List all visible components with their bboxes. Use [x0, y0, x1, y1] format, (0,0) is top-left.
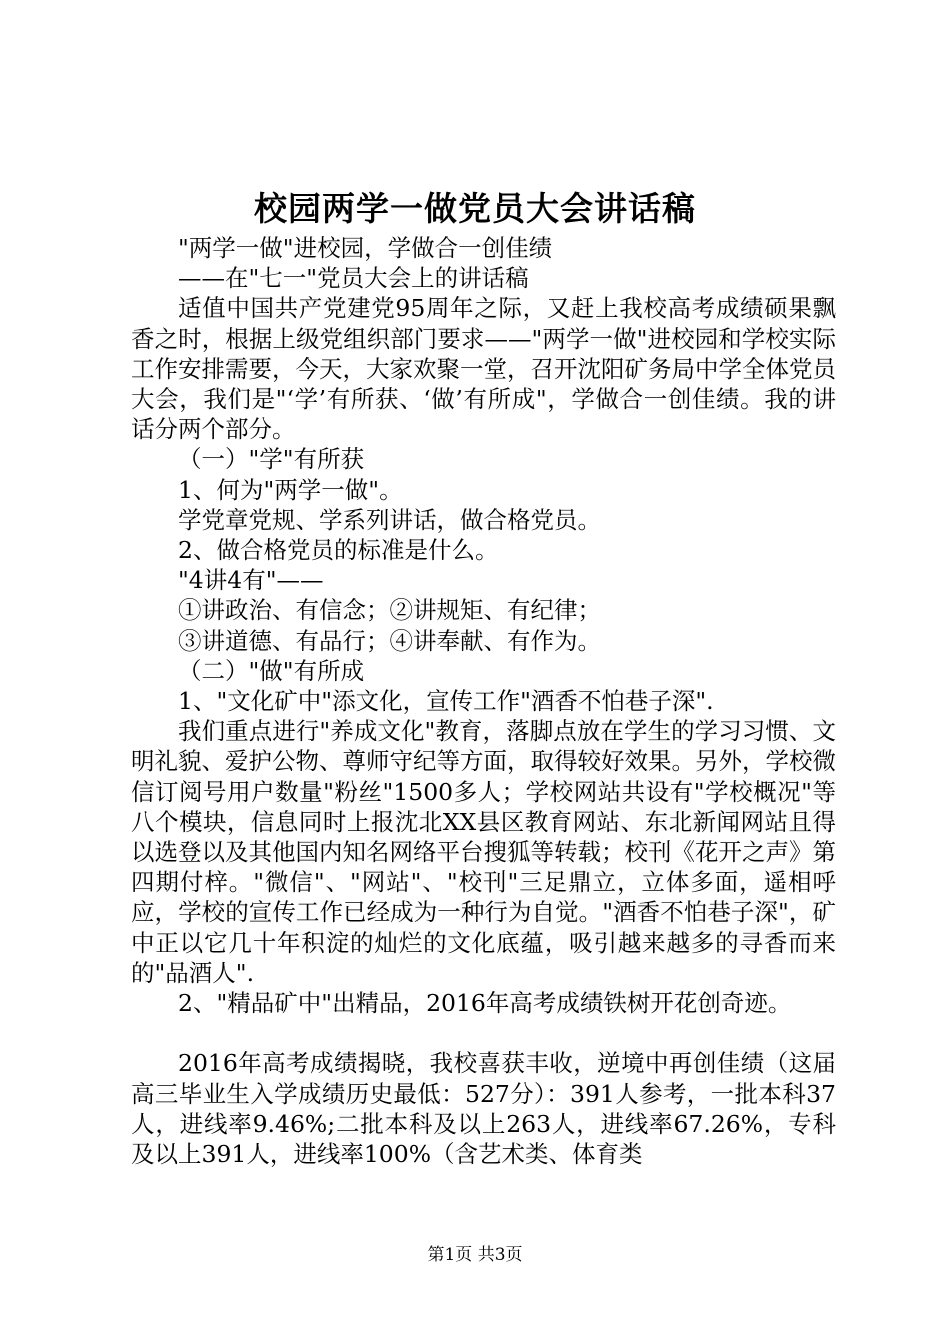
list-line: ③讲道德、有品行；④讲奉献、有作为。: [178, 626, 601, 655]
subtitle-occasion: ——在"七一"党员大会上的讲话稿: [178, 264, 529, 293]
list-line: ①讲政治、有信念；②讲规矩、有纪律；: [178, 596, 601, 625]
blank-line: [131, 1018, 836, 1048]
paragraph: 学党章党规、学系列讲话，做合格党员。: [178, 505, 601, 534]
document-title: 校园两学一做党员大会讲话稿: [254, 189, 696, 228]
item-heading: 1、何为"两学一做"。: [178, 475, 403, 504]
document-body: [131, 233, 836, 1169]
item-heading: 2、做合格党员的标准是什么。: [178, 536, 499, 565]
section-heading-2: （二）"做"有所成: [178, 656, 365, 685]
item-heading: 1、"文化矿中"添文化，宣传工作"酒香不怕巷子深".: [178, 687, 714, 716]
section-heading-1: （一）"学"有所获: [178, 445, 365, 474]
page-footer: 第1页 共3页: [427, 1245, 523, 1265]
exam-results-paragraph: 2016年高考成绩揭晓，我校喜获丰收，逆境中再创佳绩（这届高三毕业生入学成绩历史最低：527分）：391人参考，一批本科37人，进线率9.46%;二批本科及以上263人，进线率67.26%，专科及以上391人，进线率100%（含艺术类、体育类: [131, 1049, 836, 1169]
item-heading: 2、"精品矿中"出精品，2016年高考成绩铁树开花创奇迹。: [178, 989, 792, 1018]
intro-paragraph: 适值中国共产党建党95周年之际，又赶上我校高考成绩硕果飘香之时，根据上级党组织部门要求——"两学一做"进校园和学校实际工作安排需要，今天，大家欢聚一堂，召开沈阳矿务局中学全体党员大会，我们是"‘学’有所获、‘做’有所成"，学做合一创佳绩。我的讲话分两个部分。: [131, 294, 836, 444]
paragraph: "4讲4有"——: [178, 566, 324, 595]
subtitle-line: "两学一做"进校园，学做合一创佳绩: [178, 234, 553, 262]
culture-paragraph: 我们重点进行"养成文化"教育，落脚点放在学生的学习习惯、文明礼貌、爱护公物、尊师守纪等方面，取得较好效果。另外，学校微信订阅号用户数量"粉丝"1500多人；学校网站共设有"学校概况"等八个模块，信息同时上报沈北XX县区教育网站、东北新闻网站且得以选登以及其他国内知名网络平台搜狐等转载；校刊《花开之声》第四期付梓。"微信"、"网站"、"校刊"三足鼎立，立体多面，遥相呼应，学校的宣传工作已经成为一种行为自觉。"酒香不怕巷子深"，矿中正以它几十年积淀的灿烂的文化底蕴，吸引越来越多的寻香而来的"品酒人".: [131, 717, 836, 987]
